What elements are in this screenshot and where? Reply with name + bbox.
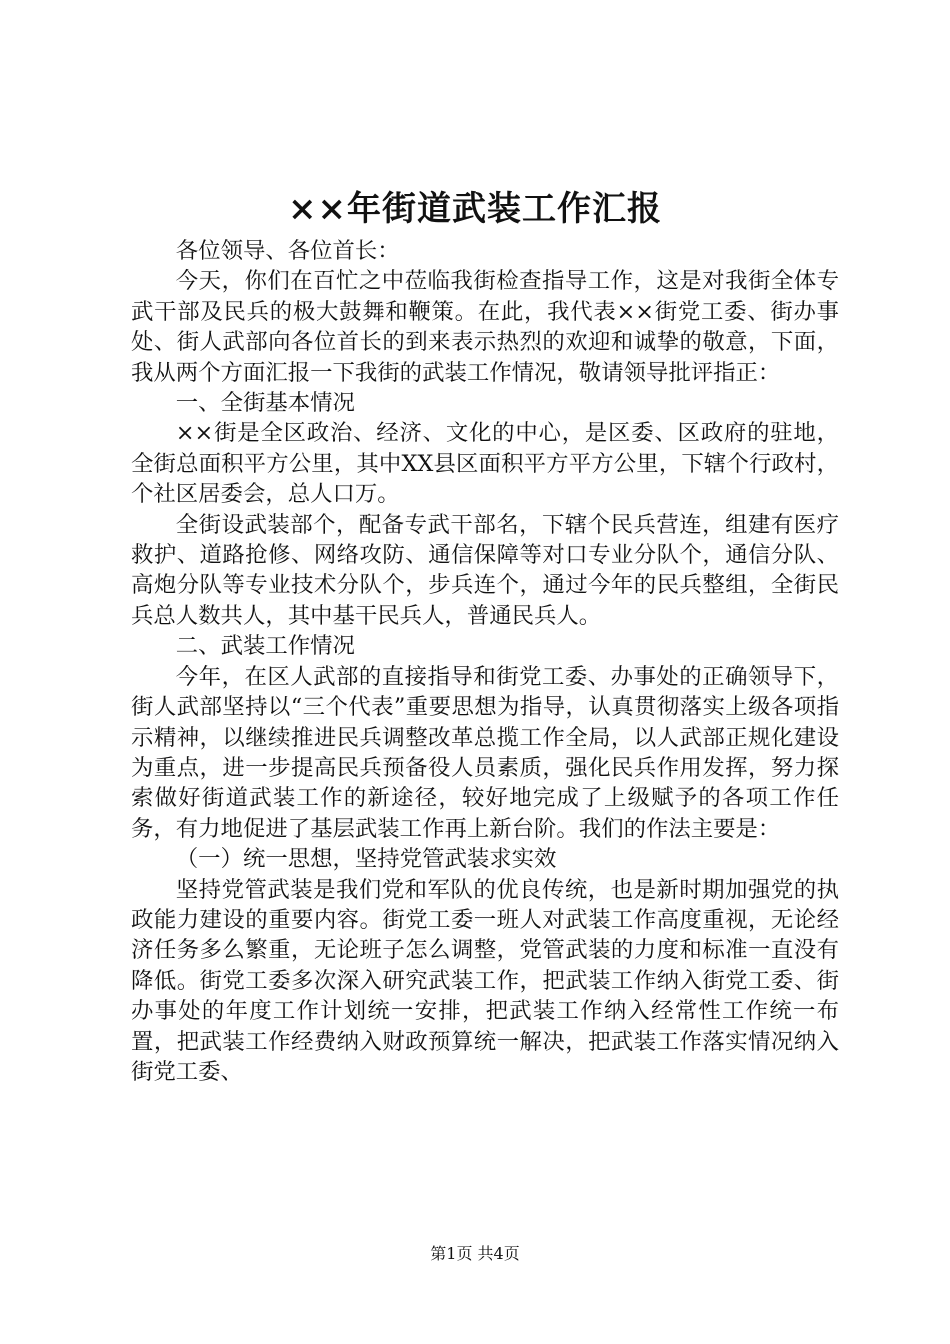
page-number: 第1页 共4页: [430, 1244, 520, 1263]
salutation: 各位领导、各位首长：: [175, 238, 400, 264]
section-heading-2: 二、武装工作情况: [175, 633, 355, 660]
overview-paragraph: ××街是全区政治、经济、文化的中心，是区委、区政府的驻地，全街总面积平方公里，其中XX县区面积平方平方公里，下辖个行政村，个社区居委会，总人口万。: [131, 420, 839, 508]
section-heading-1: 一、全街基本情况: [175, 390, 355, 417]
militia-paragraph: 全街设武装部个，配备专武干部名，下辖个民兵营连，组建有医疗救护、道路抢修、网络攻防、通信保障等对口专业分队个，通信分队、高炮分队等专业技术分队个，步兵连个，通过今年的民兵整组，全街民兵总人数共人，其中基干民兵人，普通民兵人。: [131, 511, 839, 629]
document-title: ××年街道武装工作汇报: [288, 189, 662, 229]
subsection-heading-1: （一）统一思想，坚持党管武装求实效: [175, 846, 557, 873]
work-summary-paragraph: 今年，在区人武部的直接指导和街党工委、办事处的正确领导下，街人武部坚持以“三个代表”重要思想为指导，认真贯彻落实上级各项指示精神，以继续推进民兵调整改革总揽工作全局，以人武部正规化建设为重点，进一步提高民兵预备役人员素质，强化民兵作用发挥，努力探索做好街道武装工作的新途径，较好地完成了上级赋予的各项工作任务，有力地促进了基层武装工作再上新台阶。我们的作法主要是：: [131, 663, 839, 842]
intro-paragraph: 今天，你们在百忙之中莅临我街检查指导工作，这是对我街全体专武干部及民兵的极大鼓舞和鞭策。在此，我代表××街党工委、街办事处、街人武部向各位首长的到来表示热烈的欢迎和诚挚的敬意，下面，我从两个方面汇报一下我街的武装工作情况，敬请领导批评指正：: [131, 268, 839, 386]
document-body: [131, 236, 839, 1087]
party-leadership-paragraph: 坚持党管武装是我们党和军队的优良传统，也是新时期加强党的执政能力建设的重要内容。街党工委一班人对武装工作高度重视，无论经济任务多么繁重，无论班子怎么调整，党管武装的力度和标准一直没有降低。街党工委多次深入研究武装工作，把武装工作纳入街党工委、街办事处的年度工作计划统一安排，把武装工作纳入经常性工作统一布置，把武装工作经费纳入财政预算统一解决，把武装工作落实情况纳入街党工委、: [131, 876, 839, 1085]
